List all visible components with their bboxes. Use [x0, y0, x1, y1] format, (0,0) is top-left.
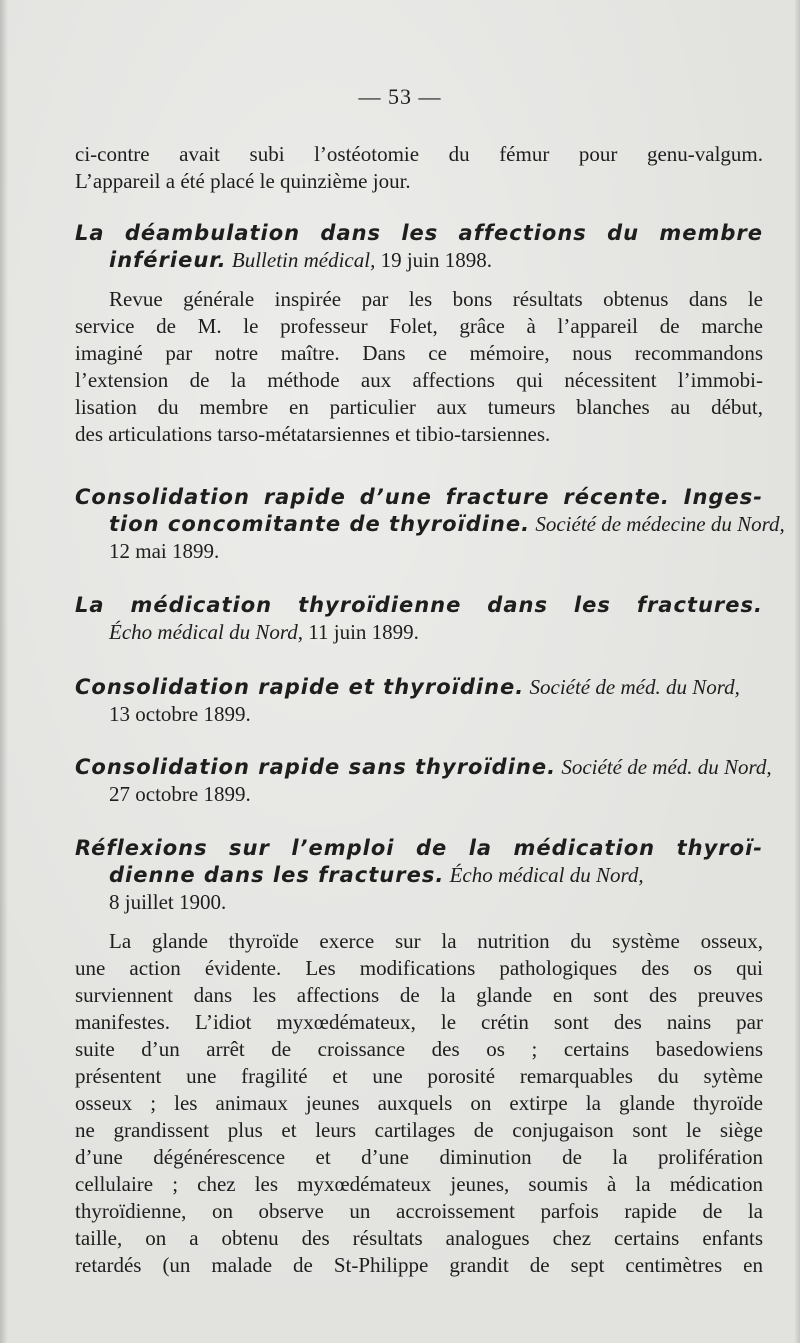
paragraph-line: ne grandissent plus et leurs cartilages de conjugaison sont le siège: [75, 1118, 763, 1142]
entry-date: 8 juillet 1900.: [109, 890, 227, 914]
entry-source: Société de médecine du Nord,: [535, 512, 785, 536]
paragraph-line: lisation du membre en particulier aux tumeurs blanches au début,: [75, 395, 763, 419]
paragraph-line: osseux ; les animaux jeunes auxquels on extirpe la glande thyroïde: [75, 1091, 763, 1115]
entry-title: Consolidation rapide sans thyroïdine.: [75, 755, 557, 779]
paragraph-line: Revue générale inspirée par les bons résultats obtenus dans le: [109, 287, 763, 311]
entry-source: Bulletin médical,: [231, 248, 376, 272]
intro-line: ci-contre avait subi l’ostéotomie du fémur pour genu-valgum.: [75, 142, 763, 166]
paragraph-line: La glande thyroïde exerce sur la nutrition du système osseux,: [109, 929, 763, 953]
page-number: — 53 —: [358, 84, 442, 109]
entry-source: Société de méd. du Nord,: [561, 755, 772, 779]
entry-title: La déambulation dans les affections du membre: [75, 221, 763, 245]
bibliography-entry: [75, 484, 785, 538]
entry-source: Écho médical du Nord,: [449, 863, 644, 887]
entry-title: dienne dans les fractures.: [109, 863, 445, 887]
entry-date-line: [75, 701, 763, 728]
entry-date-line: [75, 538, 763, 565]
entry-date: 12 mai 1899.: [109, 539, 220, 563]
paragraph-line: retardés (un malade de St-Philippe grandit de sept centimètres en: [75, 1253, 763, 1277]
entry-date-line: [75, 781, 763, 808]
paragraph-line: une action évidente. Les modifications pathologiques des os qui: [75, 956, 763, 980]
paragraph-line: taille, on a obtenu des résultats analogues chez certains enfants: [75, 1226, 763, 1250]
bibliography-entry-cont: [75, 538, 763, 565]
entry-title: Consolidation rapide et thyroïdine.: [75, 675, 525, 699]
paragraph-line: d’une dégénérescence et d’une diminution de la prolifération: [75, 1145, 763, 1169]
paragraph-line: l’extension de la méthode aux affections qui nécessitent l’immobi-: [75, 368, 763, 392]
entry-citation: [75, 619, 763, 646]
entry-citation: [75, 862, 763, 889]
paragraph-line: service de M. le professeur Folet, grâce à l’appareil de marche: [75, 314, 763, 338]
entry-date: 27 octobre 1899.: [109, 782, 251, 806]
page-edge-left: [0, 0, 8, 1343]
entry-citation: [75, 674, 763, 701]
page-edge-right: [794, 0, 800, 1343]
bibliography-entry: [75, 220, 763, 274]
entry-date: 19 juin 1898.: [380, 248, 493, 272]
entry-source: Société de méd. du Nord,: [529, 675, 740, 699]
paragraph-line: imaginé par notre maître. Dans ce mémoire, nous recommandons: [75, 341, 763, 365]
entry-date-line: [75, 889, 763, 916]
entry-date: 11 juin 1899.: [308, 620, 419, 644]
entry-title: Consolidation rapide d’une fracture récente. Inges-: [75, 485, 763, 509]
entry-title: Réflexions sur l’emploi de la médication thyroï-: [75, 836, 763, 860]
entry-source: Écho médical du Nord,: [109, 620, 304, 644]
entry-title: La médication thyroïdienne dans les fractures.: [75, 593, 763, 617]
bibliography-entry: [75, 754, 772, 808]
intro-line: L’appareil a été placé le quinzième jour.: [75, 169, 411, 193]
paragraph-line: manifestes. L’idiot myxœdémateux, le crétin sont des nains par: [75, 1010, 763, 1034]
entry-title: inférieur.: [109, 248, 227, 272]
paragraph-line: thyroïdienne, on observe un accroissement parfois rapide de la: [75, 1199, 763, 1223]
paragraph-thyroide: [75, 928, 763, 1279]
paragraph-line: des articulations tarso-métatarsiennes et tibio-tarsiennes.: [75, 422, 551, 446]
paragraph-deambulation: [75, 286, 763, 448]
paragraph-line: suite d’un arrêt de croissance des os ; certains basedowiens: [75, 1037, 763, 1061]
paragraph-line: surviennent dans les affections de la glande en sont des preuves: [75, 983, 763, 1007]
intro-text: [75, 141, 763, 195]
paragraph-line: présentent une fragilité et une porosité remarquables du sytème: [75, 1064, 763, 1088]
entry-citation: [75, 511, 785, 538]
bibliography-entry: [75, 592, 763, 646]
entry-title: tion concomitante de thyroïdine.: [109, 512, 531, 536]
entry-date: 13 octobre 1899.: [109, 702, 251, 726]
bibliography-entry: [75, 835, 763, 916]
entry-citation: [75, 754, 772, 781]
bibliography-entry: [75, 674, 763, 728]
paragraph-line: cellulaire ; chez les myxœdémateux jeunes, soumis à la médication: [75, 1172, 763, 1196]
entry-citation: [75, 247, 763, 274]
